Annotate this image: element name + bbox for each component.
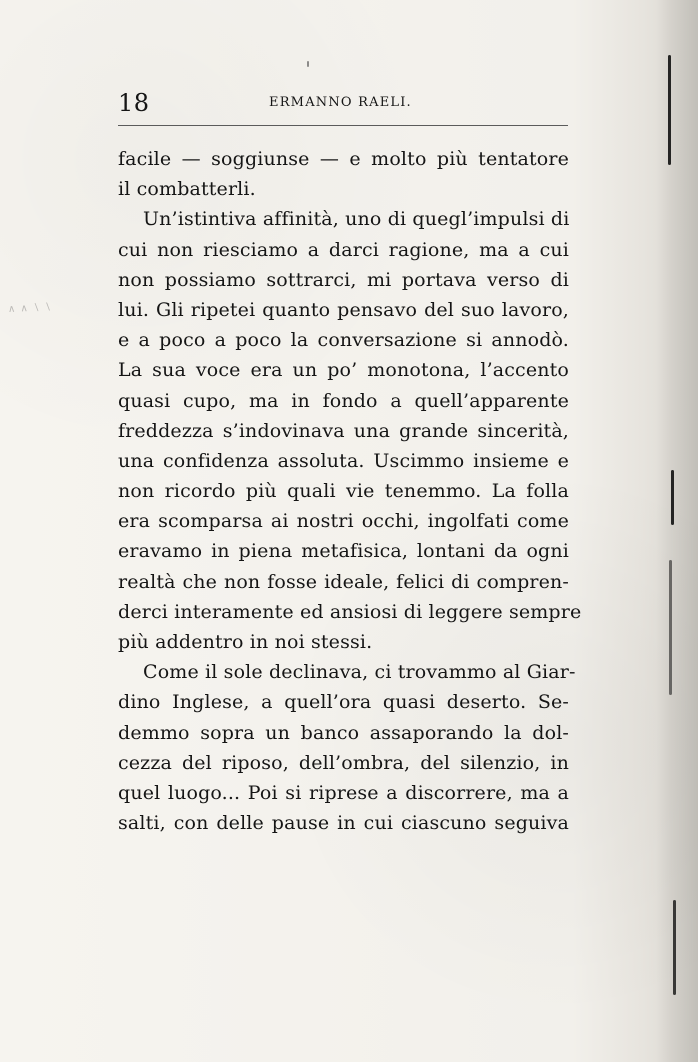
text-line: il combatterli. — [118, 178, 256, 201]
header-rule — [118, 125, 568, 126]
text-line: freddezza s’indovinava una grande sincerità, — [118, 419, 569, 442]
right-edge-mark — [668, 55, 671, 165]
right-edge-mark — [669, 560, 672, 695]
text-line: non ricordo più quali vie tenemmo. La folla — [118, 480, 569, 503]
text-line: salti, con delle pause in cui ciascuno seguiva — [118, 812, 569, 835]
faint-margin-note: ∧ ∧ ∖ ∖ — [7, 301, 53, 316]
text-line: una confidenza assoluta. Uscimmo insieme e — [118, 449, 569, 472]
text-line: cezza del riposo, dell’ombra, del silenzio, in — [118, 751, 569, 774]
text-line: facile — soggiunse — e molto più tentatore — [118, 148, 569, 170]
text-line: e a poco a poco la conversazione si annodò. — [118, 329, 569, 352]
ink-smudge — [307, 61, 309, 67]
text-line: derci interamente ed ansiosi di leggere sempre — [118, 600, 582, 623]
page-header — [118, 89, 568, 117]
text-line: La sua voce era un po’ monotona, l’accento — [118, 359, 569, 382]
right-edge-mark — [671, 470, 674, 525]
text-line: lui. Gli ripetei quanto pensavo del suo lavoro, — [118, 298, 569, 321]
right-edge-mark — [673, 900, 676, 995]
text-line: Come il sole declinava, ci trovammo al Giar- — [143, 661, 576, 684]
text-line: quel luogo... Poi si riprese a discorrere, ma a — [118, 781, 569, 804]
text-line: non possiamo sottrarci, mi portava verso di — [118, 268, 569, 291]
text-line: era scomparsa ai nostri occhi, ingolfati come — [118, 510, 569, 533]
text-line: Un’istintiva affinità, uno di quegl’impulsi di — [143, 208, 570, 231]
body-text — [118, 144, 582, 838]
text-line: quasi cupo, ma in fondo a quell’apparente — [118, 389, 569, 412]
text-line: eravamo in piena metafisica, lontani da ogni — [118, 540, 569, 563]
text-line: demmo sopra un banco assaporando la dol- — [118, 721, 569, 744]
page-edge-shadow — [656, 0, 698, 1062]
text-line: realtà che non fosse ideale, felici di compren- — [118, 570, 569, 593]
text-line: più addentro in noi stessi. — [118, 631, 373, 653]
running-head: ERMANNO RAELI. — [269, 95, 412, 110]
text-line: cui non riesciamo a darci ragione, ma a cui — [118, 238, 569, 261]
text-line: dino Inglese, a quell’ora quasi deserto. Se- — [118, 691, 569, 714]
page-number: 18 — [118, 89, 150, 117]
